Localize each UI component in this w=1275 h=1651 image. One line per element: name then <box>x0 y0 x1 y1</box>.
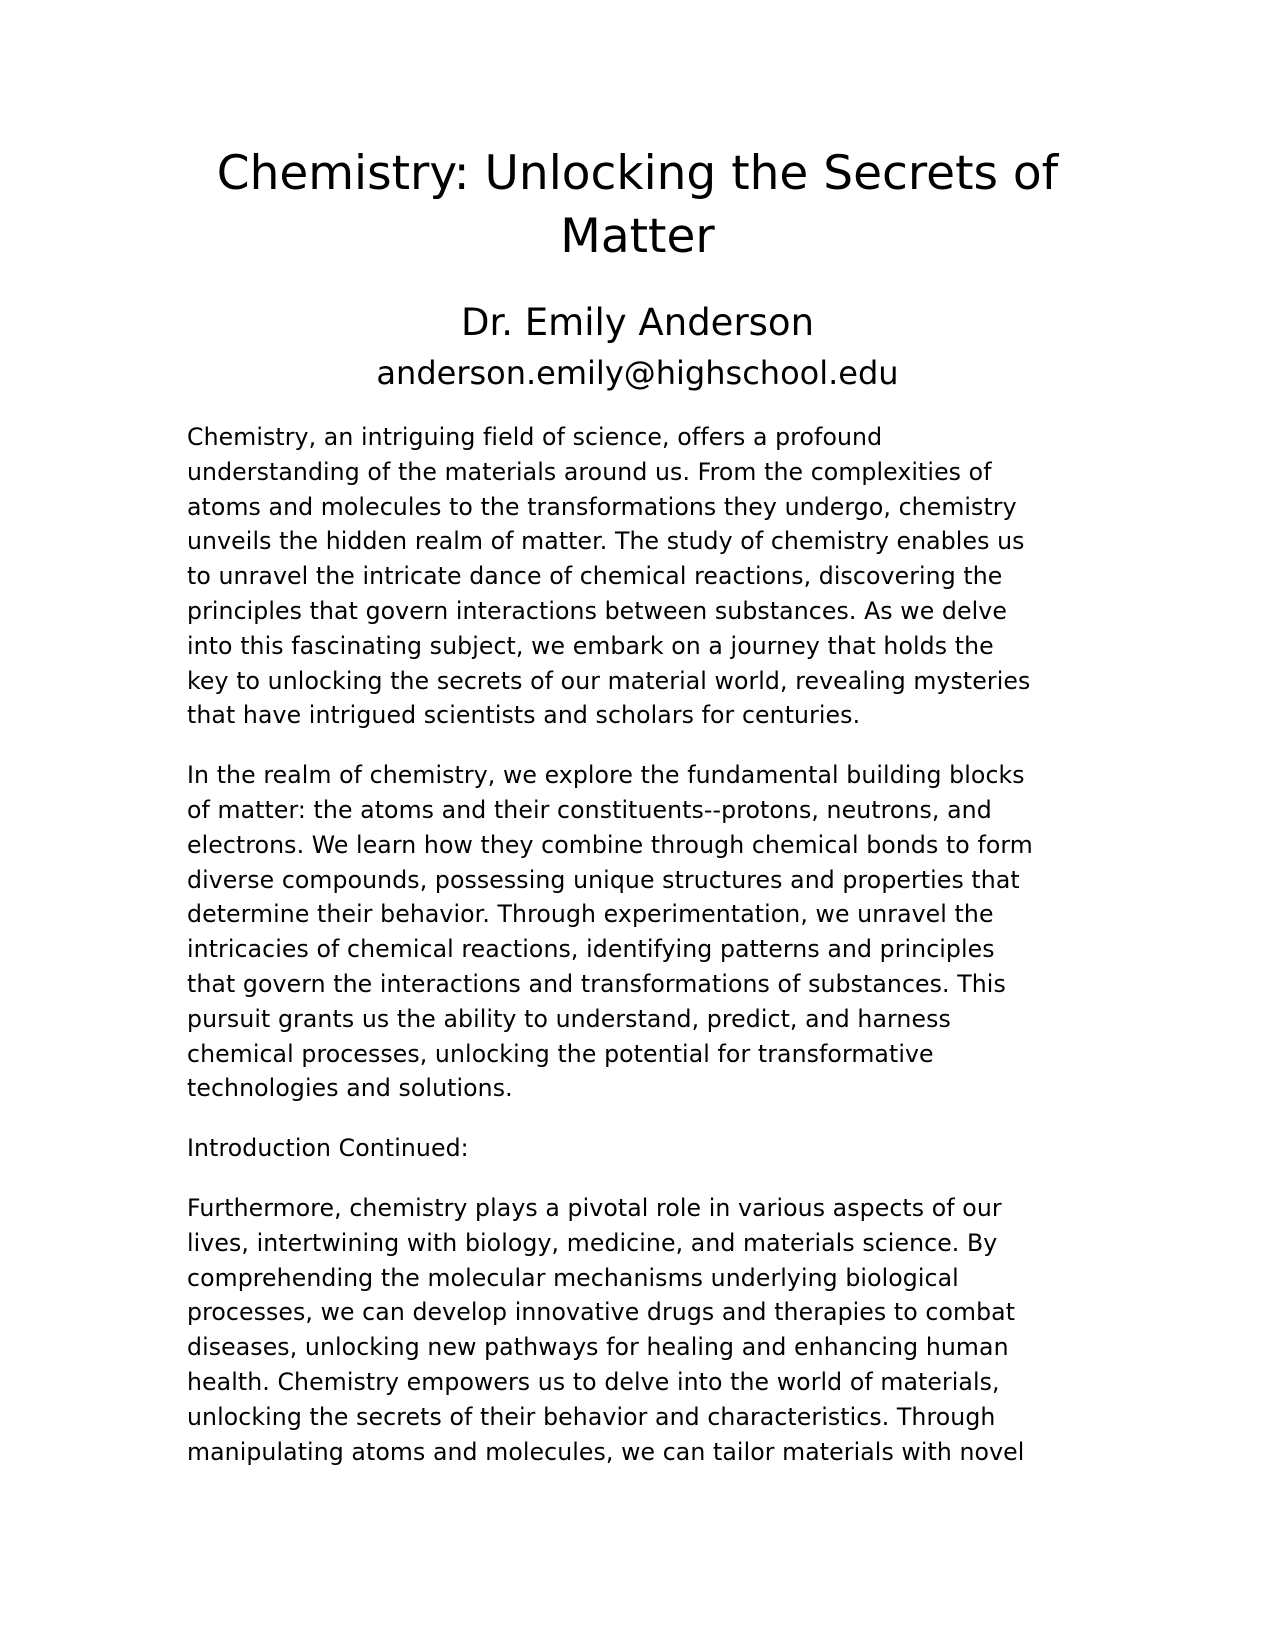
text-line: lives, intertwining with biology, medicine, and materials science. By <box>187 1228 998 1257</box>
text-line: electrons. We learn how they combine through chemical bonds to form <box>187 830 1033 859</box>
paragraph-intro <box>187 420 1087 733</box>
text-line: Introduction Continued: <box>187 1134 469 1163</box>
text-line: In the realm of chemistry, we explore the fundamental building blocks <box>187 761 1025 790</box>
text-line: key to unlocking the secrets of our material world, revealing mysteries <box>187 666 1031 695</box>
text-line: technologies and solutions. <box>187 1074 513 1103</box>
text-line: pursuit grants us the ability to understand, predict, and harness <box>187 1004 951 1033</box>
text-line: health. Chemistry empowers us to delve into the world of materials, <box>187 1367 1000 1396</box>
text-line: manipulating atoms and molecules, we can tailor materials with novel <box>187 1437 1025 1466</box>
text-line: principles that govern interactions between substances. As we delve <box>187 596 1007 625</box>
text-line: chemical processes, unlocking the potential for transformative <box>187 1039 934 1068</box>
text-line: atoms and molecules to the transformations they undergo, chemistry <box>187 492 1017 521</box>
text-line: diseases, unlocking new pathways for healing and enhancing human <box>187 1333 1009 1362</box>
text-line: unlocking the secrets of their behavior and characteristics. Through <box>187 1402 996 1431</box>
text-line: processes, we can develop innovative drugs and therapies to combat <box>187 1298 1016 1327</box>
text-line: into this fascinating subject, we embark on a journey that holds the <box>187 631 994 660</box>
text-line: of matter: the atoms and their constituents--protons, neutrons, and <box>187 795 992 824</box>
text-line: that have intrigued scientists and scholars for centuries. <box>187 701 861 730</box>
text-line: unveils the hidden realm of matter. The study of chemistry enables us <box>187 527 1025 556</box>
text-line: diverse compounds, possessing unique structures and properties that <box>187 865 1020 894</box>
text-line: determine their behavior. Through experimentation, we unravel the <box>187 900 994 929</box>
title-line: Matter <box>560 209 715 264</box>
title-line: Chemistry: Unlocking the Secrets of <box>216 146 1059 201</box>
document-body <box>187 420 1087 1494</box>
text-line: intricacies of chemical reactions, identifying patterns and principles <box>187 935 995 964</box>
text-line: that govern the interactions and transformations of substances. This <box>187 969 1006 998</box>
paragraph-furthermore <box>187 1191 1087 1469</box>
author-name: Dr. Emily Anderson <box>460 301 815 344</box>
author-email: anderson.emily@highschool.edu <box>376 354 899 392</box>
text-line: Chemistry, an intriguing field of science, offers a profound <box>187 423 883 451</box>
text-line: to unravel the intricate dance of chemical reactions, discovering the <box>187 562 1003 591</box>
section-heading-introduction-continued <box>187 1131 1087 1166</box>
text-line: understanding of the materials around us. From the complexities of <box>187 457 992 486</box>
text-line: comprehending the molecular mechanisms underlying biological <box>187 1263 959 1292</box>
paragraph-building-blocks <box>187 758 1087 1106</box>
document-title <box>150 142 1125 268</box>
text-line: Furthermore, chemistry plays a pivotal role in various aspects of our <box>187 1193 1002 1222</box>
